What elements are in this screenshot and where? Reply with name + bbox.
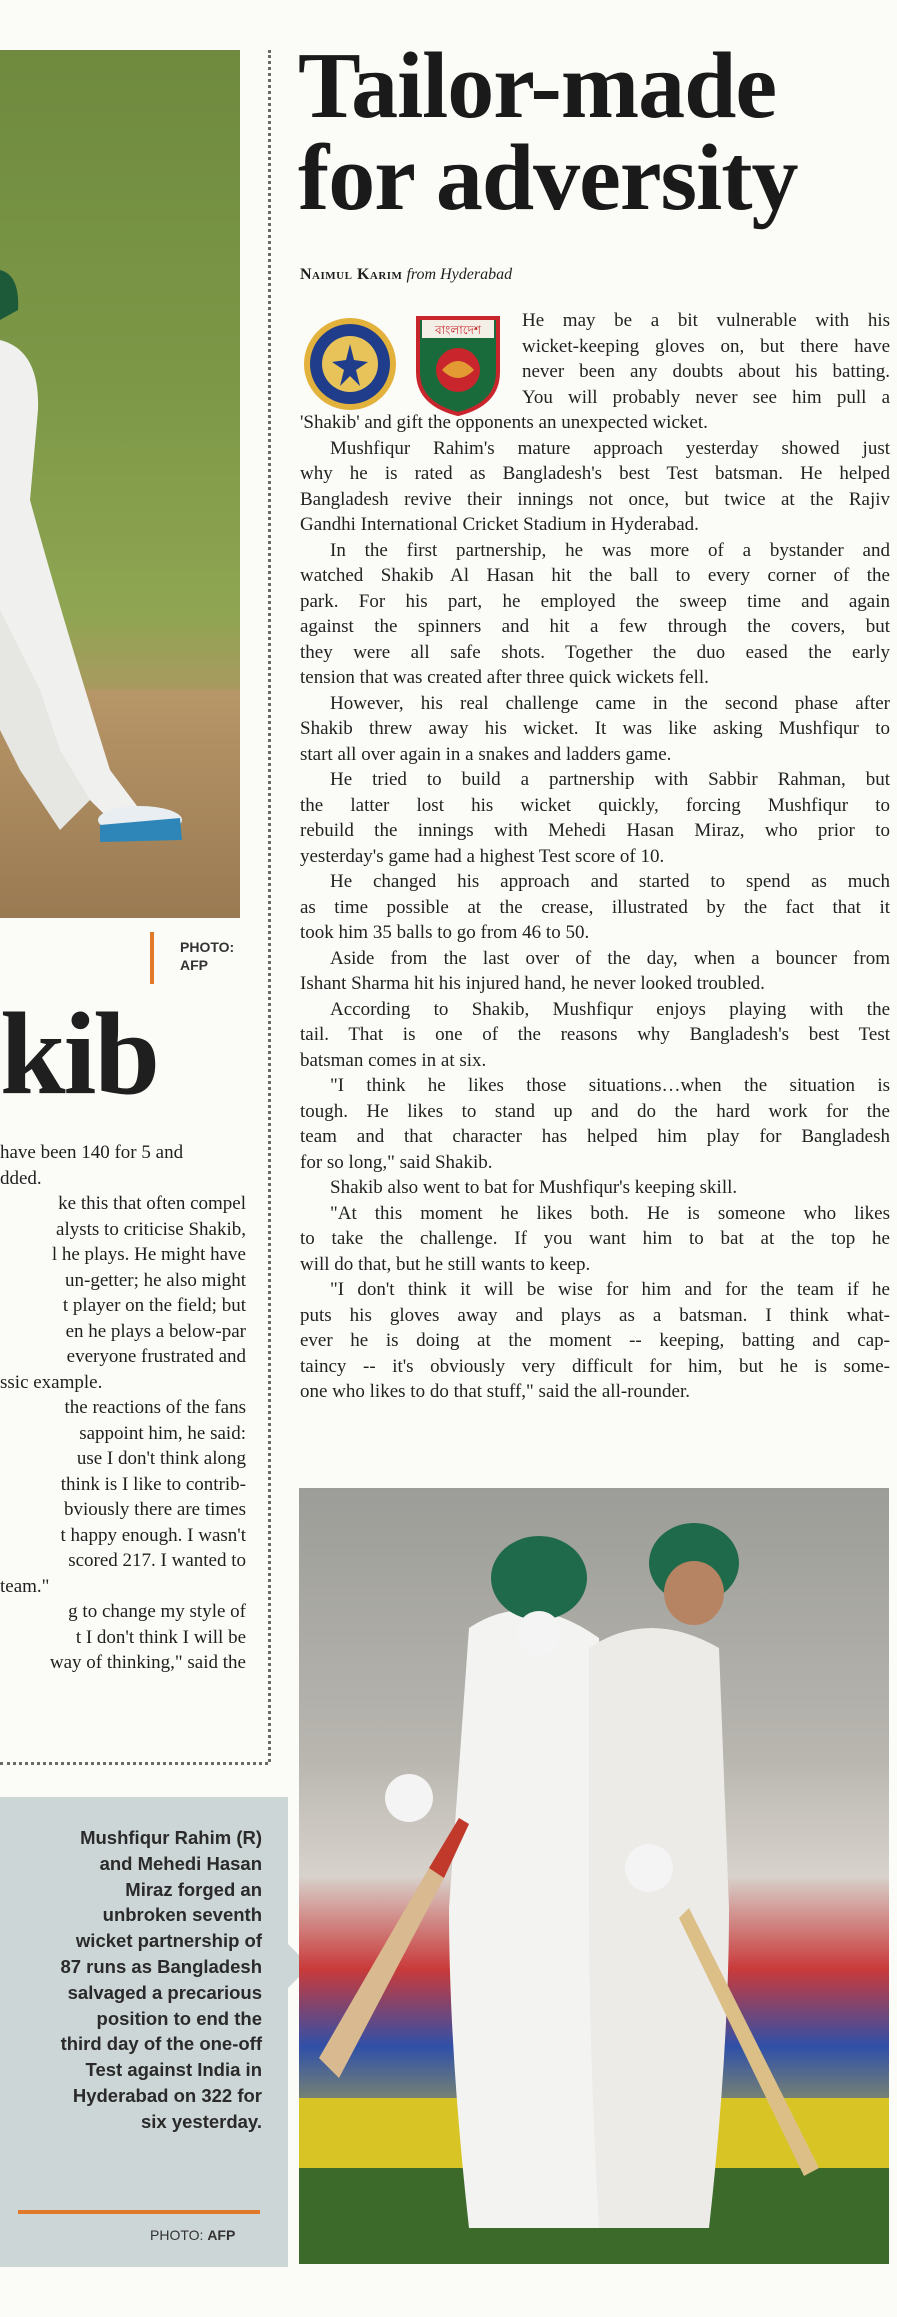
caption-line: six yesterday. <box>140 2110 262 2132</box>
text-line: t I don't think I will be <box>75 1626 246 1648</box>
article-line: However, his real challenge came in the second phase after <box>330 692 890 714</box>
text-line: g to change my style of <box>68 1601 246 1622</box>
caption-line: Hyderabad on 322 for <box>72 2084 262 2106</box>
article-line: He changed his approach and started to spend as much <box>330 871 890 892</box>
caption-credit <box>150 2226 235 2244</box>
bcb-logo-text: বাংলাদেশ <box>435 323 481 337</box>
byline <box>300 266 512 284</box>
caption-line: salvaged a precarious <box>67 1981 262 2003</box>
article-line: "I think he likes those situations…when the situation is <box>330 1075 890 1096</box>
other-story-headline: kib <box>0 988 159 1119</box>
match-photo <box>299 1488 889 2264</box>
caption-line: Miraz forged an <box>125 1878 262 1900</box>
text-line: have been 140 for 5 and <box>0 1142 184 1163</box>
article-line: taincy -- it's obviously very difficult for him, but he is some- <box>300 1355 890 1377</box>
left-photo <box>0 50 240 918</box>
caption-rule <box>18 2210 260 2214</box>
article-line: Shakib threw away his wicket. It was like asking Mushfiqur to <box>300 718 890 739</box>
column-divider <box>268 50 271 1762</box>
caption-line: 87 runs as Bangladesh <box>60 1955 262 1977</box>
article-line: Shakib also went to bat for Mushfiqur's keeping skill. <box>330 1177 738 1198</box>
article-line: Gandhi International Cricket Stadium in Hyderabad. <box>300 514 699 535</box>
article-line: team and that character has helped him play for Bangladesh <box>300 1126 890 1147</box>
credit-label: PHOTO: <box>180 939 235 955</box>
article-line: 'Shakib' and gift the opponents an unexpected wicket. <box>300 412 708 433</box>
article-line: to take the challenge. If you want him to bat at the top he <box>300 1228 890 1249</box>
article-line: rebuild the innings with Mehedi Hasan Miraz, who prior to <box>300 820 890 841</box>
article-line: as time possible at the crease, illustrated by the fact that it <box>300 896 890 918</box>
article-line: You will probably never see him pull a <box>522 386 890 408</box>
article-line: against the spinners and hit a few through the covers, but <box>300 616 890 637</box>
article-line: tail. That is one of the reasons why Bangladesh's best Test <box>300 1024 890 1045</box>
article-line: yesterday's game had a highest Test score of 10. <box>300 845 665 867</box>
section-divider <box>0 1762 268 1765</box>
article-line: He tried to build a partnership with Sabbir Rahman, but <box>330 769 890 790</box>
credit-source: AFP <box>180 957 208 973</box>
text-line: bviously there are times <box>63 1499 246 1520</box>
text-line: l he plays. He might have <box>51 1244 246 1265</box>
article-line: puts his gloves away and plays as a batsman. I think what- <box>300 1304 890 1326</box>
caption-line: Test against India in <box>85 2059 262 2081</box>
article-line: batsman comes in at six. <box>300 1049 487 1071</box>
headline-line: for adversity <box>298 126 798 230</box>
article-line: tension that was created after three quick wickets fell. <box>300 667 709 688</box>
credit-source: AFP <box>207 2227 236 2243</box>
text-line: use I don't think along <box>76 1448 246 1469</box>
photo-credit-bar <box>150 932 154 984</box>
article-line: tough. He likes to stand up and do the hard work for the <box>300 1100 890 1122</box>
other-story-text <box>0 1140 246 1676</box>
text-line: think is I like to contrib- <box>60 1473 246 1495</box>
article-line: Ishant Sharma hit his injured hand, he never looked troubled. <box>300 973 765 994</box>
caption-line: unbroken seventh <box>102 1904 262 1926</box>
text-line: sappoint him, he said: <box>79 1422 246 1444</box>
article-line: park. For his part, he employed the sweep time and again <box>300 590 890 612</box>
left-photo-credit <box>180 938 234 974</box>
article-line: took him 35 balls to go from 46 to 50. <box>300 922 590 943</box>
headline-line: Tailor-made <box>298 34 777 138</box>
caption-line: third day of the one-off <box>60 2033 262 2055</box>
page-bottom <box>0 2268 897 2317</box>
text-line: ssic example. <box>0 1371 103 1393</box>
credit-label: PHOTO: <box>150 2227 204 2243</box>
headline <box>298 34 888 230</box>
text-line: scored 217. I wanted to <box>68 1550 246 1571</box>
photo-caption <box>10 1825 262 2135</box>
text-line: way of thinking," said the <box>49 1652 246 1673</box>
article-line: wicket-keeping gloves on, but there have <box>522 335 890 357</box>
caption-line: Mushfiqur Rahim (R) <box>80 1827 262 1848</box>
article-line: one who likes to do that stuff," said the all-rounder. <box>300 1381 690 1402</box>
article-line: According to Shakib, Mushfiqur enjoys playing with the <box>330 998 890 1020</box>
article-line: watched Shakib Al Hasan hit the ball to every corner of the <box>300 565 890 586</box>
article-line: for so long," said Shakib. <box>300 1151 493 1173</box>
article-line: never been any doubts about his batting. <box>522 361 890 382</box>
article-line: Aside from the last over of the day, when a bouncer from <box>330 947 890 969</box>
text-line: alysts to criticise Shakib, <box>56 1218 246 1240</box>
article-line: the latter lost his wicket quickly, forcing Mushfiqur to <box>300 794 890 816</box>
article-line: In the first partnership, he was more of a bystander and <box>330 539 890 561</box>
byline-location: from Hyderabad <box>406 266 513 283</box>
players-embrace-figure <box>299 1488 889 2264</box>
text-line: un-getter; he also might <box>65 1269 246 1291</box>
byline-author: Naimul Karim <box>300 266 403 283</box>
caption-line: and Mehedi Hasan <box>99 1852 262 1874</box>
article-line: "I don't think it will be wise for him and for the team if he <box>330 1279 890 1300</box>
article-line: "At this moment he likes both. He is someone who likes <box>330 1202 890 1224</box>
caption-line: position to end the <box>96 2007 262 2029</box>
article-line: Mushfiqur Rahim's mature approach yesterday showed just <box>330 437 890 459</box>
text-line: ke this that often compel <box>58 1193 246 1214</box>
text-line: everyone frustrated and <box>66 1346 246 1367</box>
caption-line: wicket partnership of <box>75 1930 262 1952</box>
article-line: start all over again in a snakes and ladders game. <box>300 743 672 765</box>
text-line: the reactions of the fans <box>64 1397 246 1418</box>
article-line: He may be a bit vulnerable with his <box>522 310 890 331</box>
article-line: will do that, but he still wants to keep. <box>300 1253 591 1275</box>
article-body <box>300 308 890 1405</box>
article-line: they were all safe shots. Together the duo eased the early <box>300 641 890 663</box>
text-line: t player on the field; but <box>62 1295 246 1316</box>
text-line: en he plays a below-par <box>65 1320 246 1342</box>
article-line: Bangladesh revive their innings not once, but twice at the Rajiv <box>300 488 890 510</box>
text-line: dded. <box>0 1167 42 1189</box>
article-line: ever he is doing at the moment -- keeping, batting and cap- <box>300 1330 890 1351</box>
text-line: t happy enough. I wasn't <box>60 1524 246 1546</box>
article-line: why he is rated as Bangladesh's best Test batsman. He helped <box>300 463 890 484</box>
text-line: team." <box>0 1575 50 1597</box>
batsman-figure <box>0 50 240 918</box>
